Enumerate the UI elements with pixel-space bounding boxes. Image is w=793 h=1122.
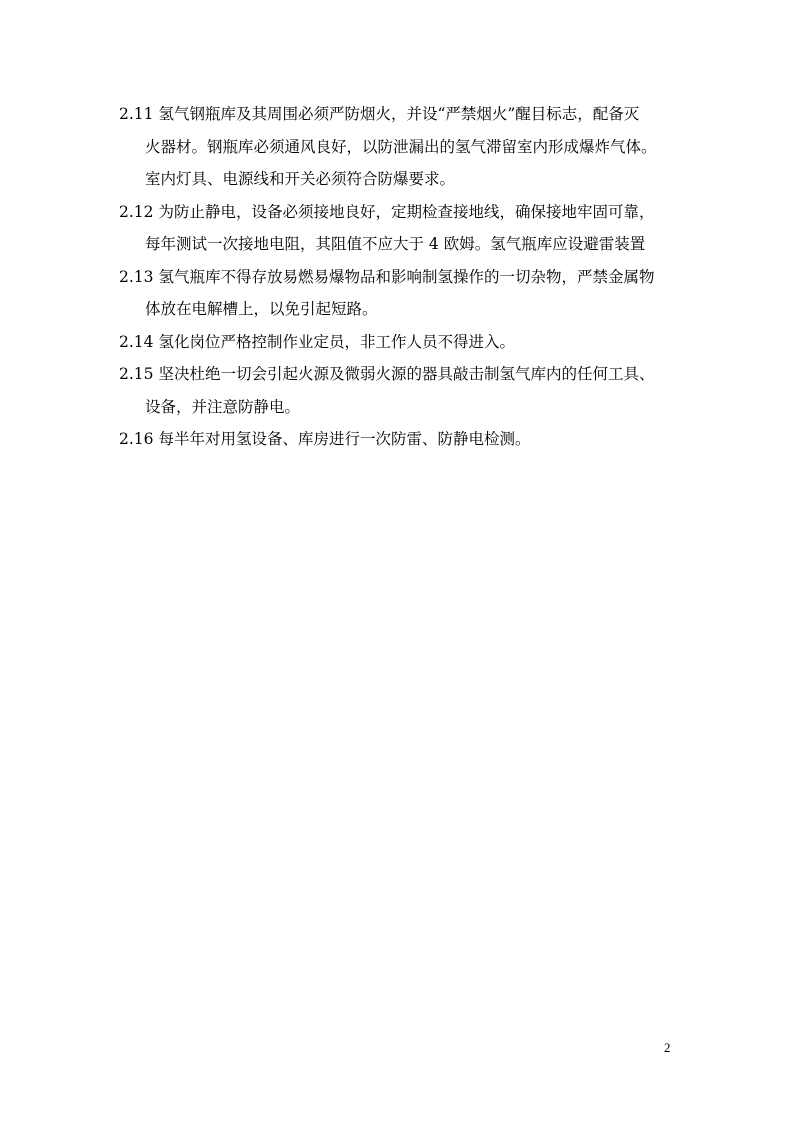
clause-2-15 [119, 358, 679, 423]
clause-2-11-line-3: 室内灯具、电源线和开关必须符合防爆要求。 [145, 170, 456, 188]
clause-2-13-line-1: 2.13 氢气瓶库不得存放易燃易爆物品和影响制氢操作的一切杂物，严禁金属物 [119, 267, 655, 286]
clause-2-11-line-1: 2.11 氢气钢瓶库及其周围必须严防烟火，并设“严禁烟火”醒目标志，配备灭 [119, 105, 640, 123]
page-number: 2 [664, 1040, 671, 1055]
clause-2-15-line-2: 设备，并注意防静电。 [145, 397, 301, 416]
clause-2-16-line-1: 2.16 每半年对用氢设备、库房进行一次防雷、防静电检测。 [119, 430, 531, 448]
clause-2-13 [119, 261, 679, 326]
clause-2-13-line-2: 体放在电解槽上，以免引起短路。 [145, 300, 378, 318]
clause-2-11 [119, 98, 679, 196]
clause-2-14-line-1: 2.14 氢化岗位严格控制作业定员，非工作人员不得进入。 [119, 332, 515, 351]
clause-2-12 [119, 196, 679, 261]
clause-2-15-line-1: 2.15 坚决杜绝一切会引起火源及微弱火源的器具敲击制氢气库内的任何工具、 [119, 365, 655, 383]
clause-2-16 [119, 423, 679, 456]
clause-2-12-line-2: 每年测试一次接地电阻，其阻值不应大于 4 欧姆。氢气瓶库应设避雷装置 [145, 235, 646, 253]
clause-2-14 [119, 326, 679, 359]
document-body [119, 98, 679, 456]
clause-2-11-line-2: 火器材。钢瓶库必须通风良好，以防泄漏出的氢气滞留室内形成爆炸气体。 [145, 137, 657, 156]
clause-2-12-line-1: 2.12 为防止静电，设备必须接地良好，定期检查接地线，确保接地牢固可靠， [119, 202, 655, 221]
